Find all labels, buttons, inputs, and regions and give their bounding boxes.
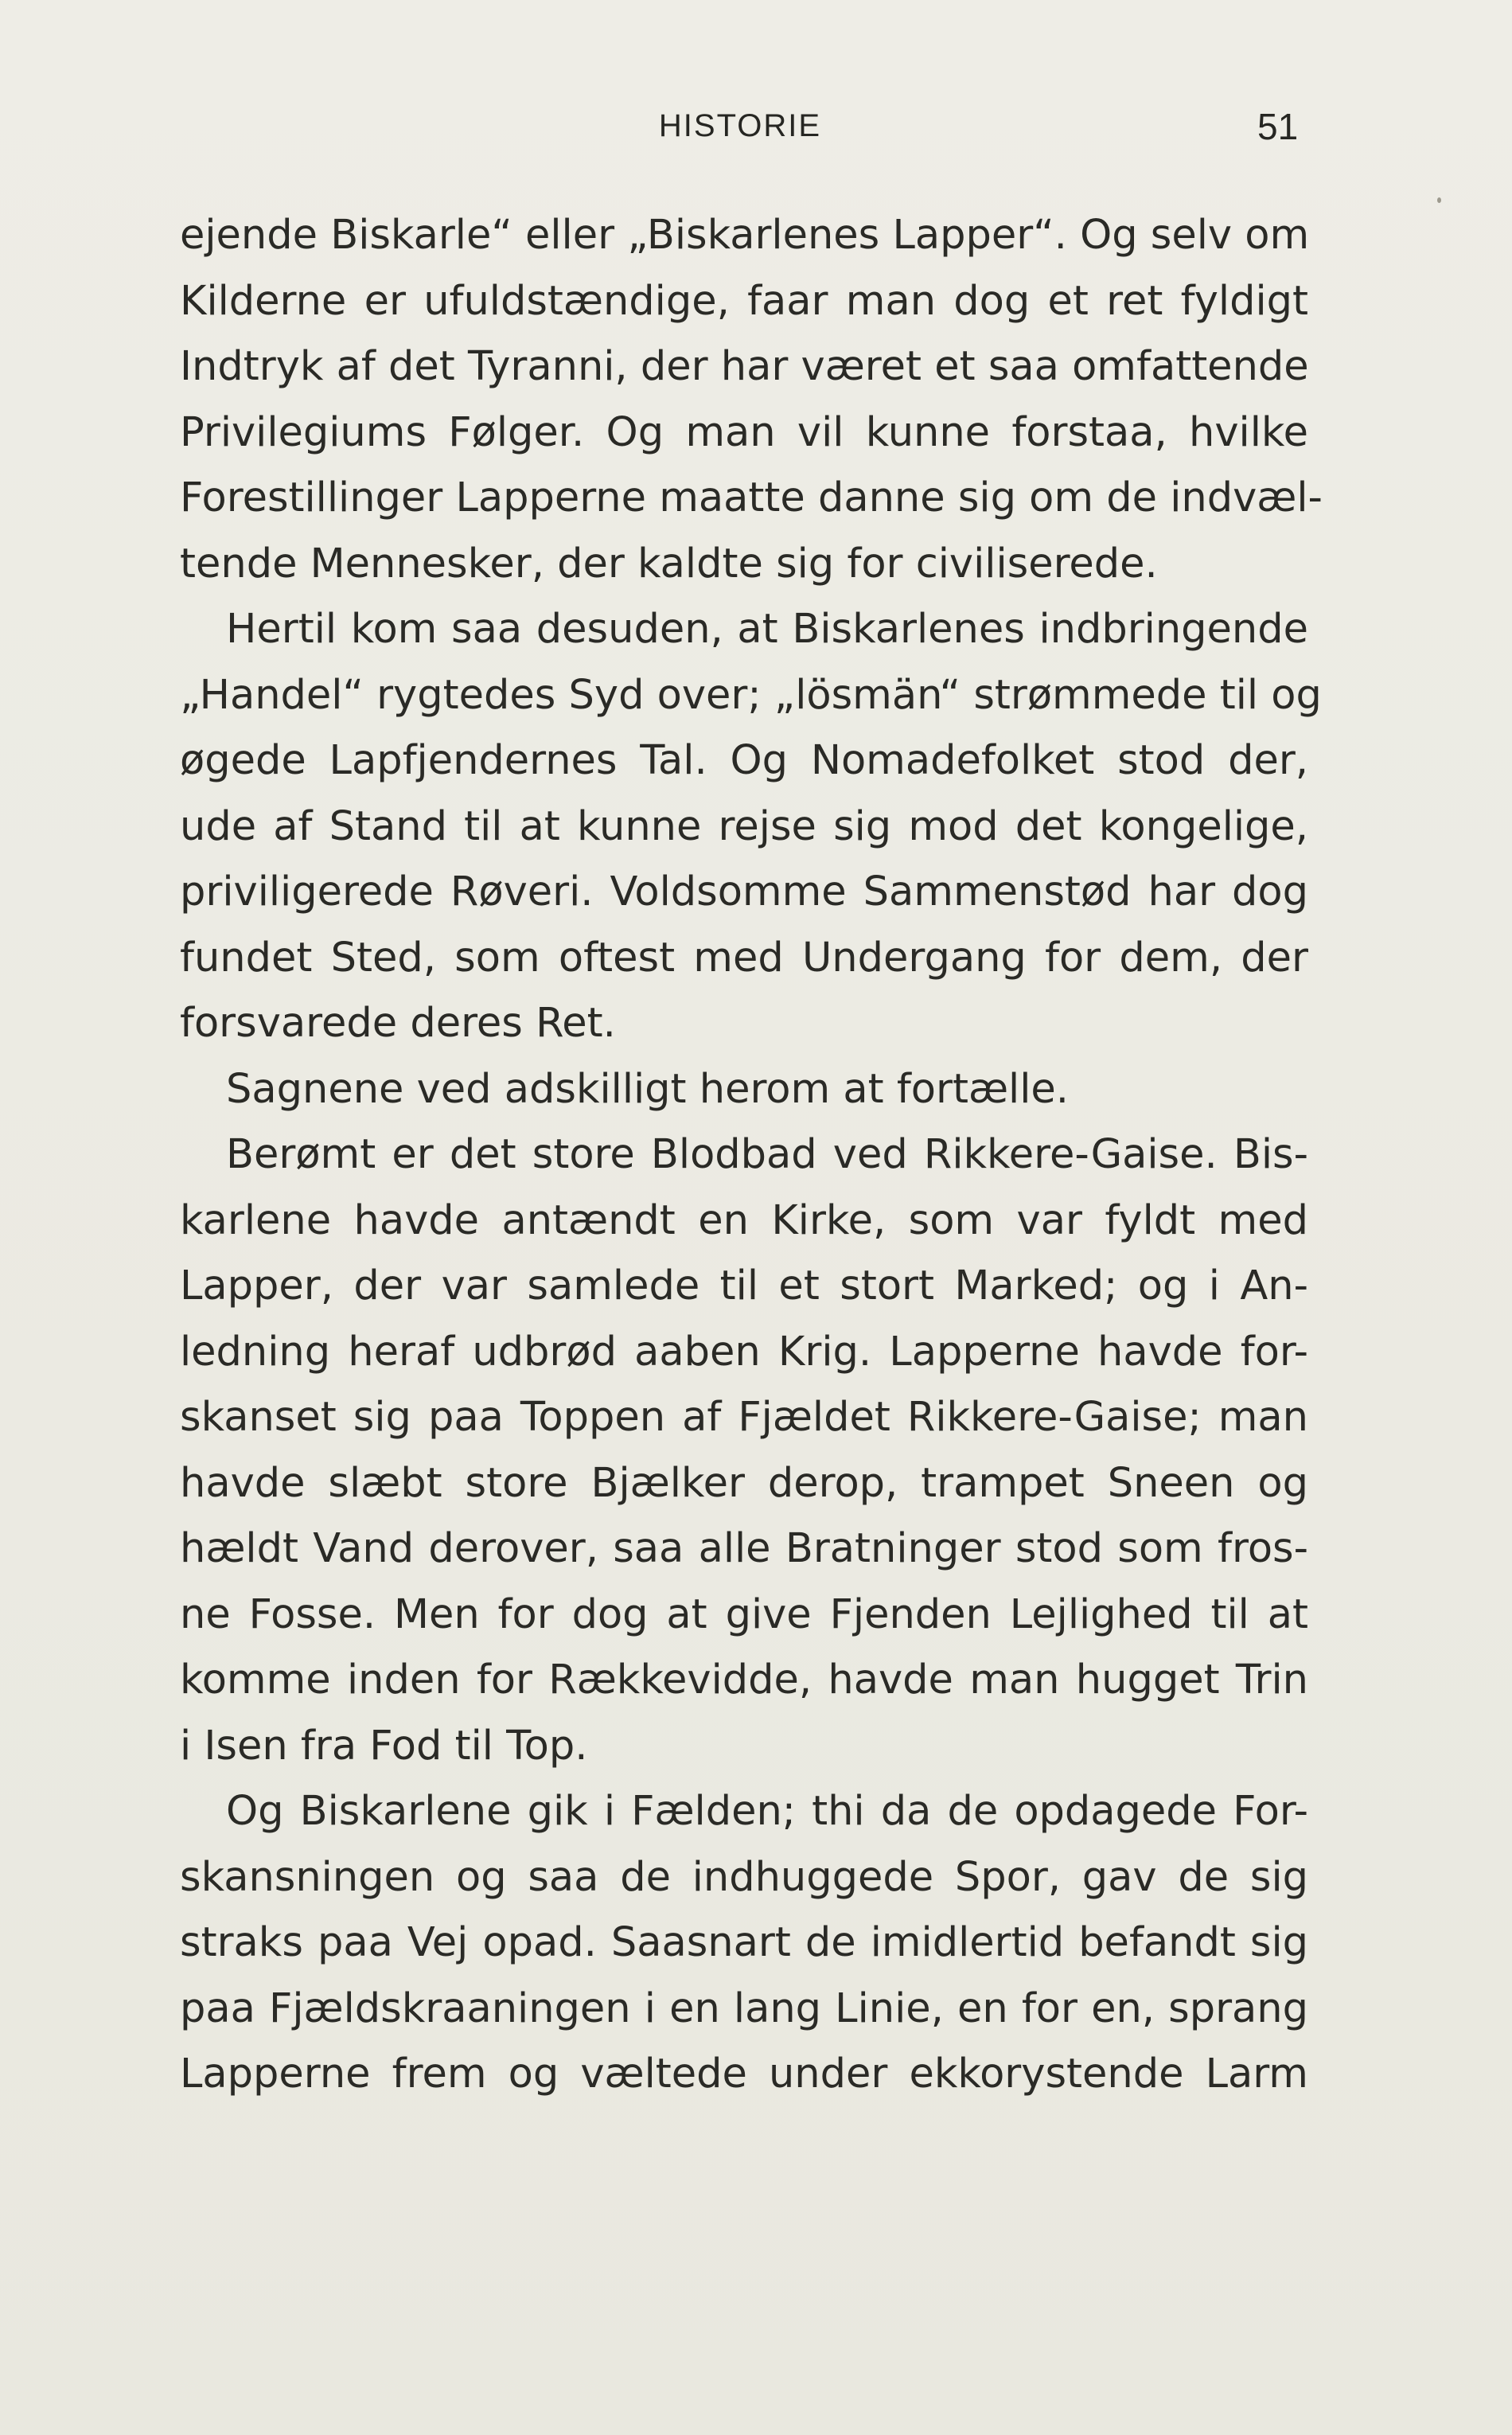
text-line: havde slæbt store Bjælker derop, trampet Sneen og <box>180 1459 1308 1507</box>
text-line: forsvarede deres Ret. <box>180 1000 616 1047</box>
paper-speck <box>1437 197 1441 203</box>
text-line: hældt Vand derover, saa alle Bratninger stod som fros- <box>180 1525 1308 1572</box>
running-header: HISTORIE <box>658 108 822 143</box>
text-line: Lapper, der var samlede til et stort Marked; og i An- <box>180 1262 1308 1309</box>
text-line: Privilegiums Følger. Og man vil kunne forstaa, hvilke <box>180 408 1308 456</box>
text-line: øgede Lapfjendernes Tal. Og Nomadefolket stod der, <box>180 737 1308 784</box>
text-line: Berømt er det store Blodbad ved Rikkere-Gaise. Bis- <box>226 1131 1308 1178</box>
text-line: karlene havde antændt en Kirke, som var fyldt med <box>180 1196 1308 1244</box>
text-line: Kilderne er ufuldstændige, faar man dog et ret fyldigt <box>180 277 1308 325</box>
text-line: Indtryk af det Tyranni, der har været et saa omfattende <box>180 343 1309 390</box>
text-line: Og Biskarlene gik i Fælden; thi da de opdagede For- <box>226 1788 1308 1835</box>
text-line: Forestillinger Lapperne maatte danne sig om de indvæl- <box>180 474 1323 521</box>
text-line: „Handel“ rygtedes Syd over; „lösmän“ strømmede til og <box>180 671 1322 719</box>
text-line: i Isen fra Fod til Top. <box>180 1722 588 1770</box>
text-line: tende Mennesker, der kaldte sig for civiliserede. <box>180 540 1158 587</box>
text-line: ejende Biskarle“ eller „Biskarlenes Lapper“. Og selv om <box>180 212 1310 259</box>
text-line: straks paa Vej opad. Saasnart de imidlertid befandt sig <box>180 1919 1308 1966</box>
text-line: paa Fjældskraaningen i en lang Linie, en for en, sprang <box>180 1984 1308 2032</box>
text-line: skansningen og saa de indhuggede Spor, gav de sig <box>180 1853 1308 1901</box>
text-line: skanset sig paa Toppen af Fjældet Rikkere-Gaise; man <box>180 1394 1308 1441</box>
text-line: Lapperne frem og væltede under ekkorystende Larm <box>180 2051 1308 2097</box>
text-line: Hertil kom saa desuden, at Biskarlenes indbringende <box>226 606 1308 653</box>
text-line: komme inden for Rækkevidde, havde man hugget Trin <box>180 1657 1308 1703</box>
text-line: ledning heraf udbrød aaben Krig. Lapperne havde for- <box>180 1328 1308 1376</box>
text-line: ude af Stand til at kunne rejse sig mod det kongelige, <box>180 802 1308 850</box>
text-line: priviligerede Røveri. Voldsomme Sammenstød har dog <box>180 868 1308 915</box>
text-line: ne Fosse. Men for dog at give Fjenden Lejlighed til at <box>180 1590 1308 1638</box>
body-text <box>180 203 1323 2108</box>
text-line: Sagnene ved adskilligt herom at fortælle. <box>226 1065 1069 1113</box>
page-number: 51 <box>1257 106 1299 147</box>
text-line: fundet Sted, som oftest med Undergang for dem, der <box>180 934 1308 981</box>
